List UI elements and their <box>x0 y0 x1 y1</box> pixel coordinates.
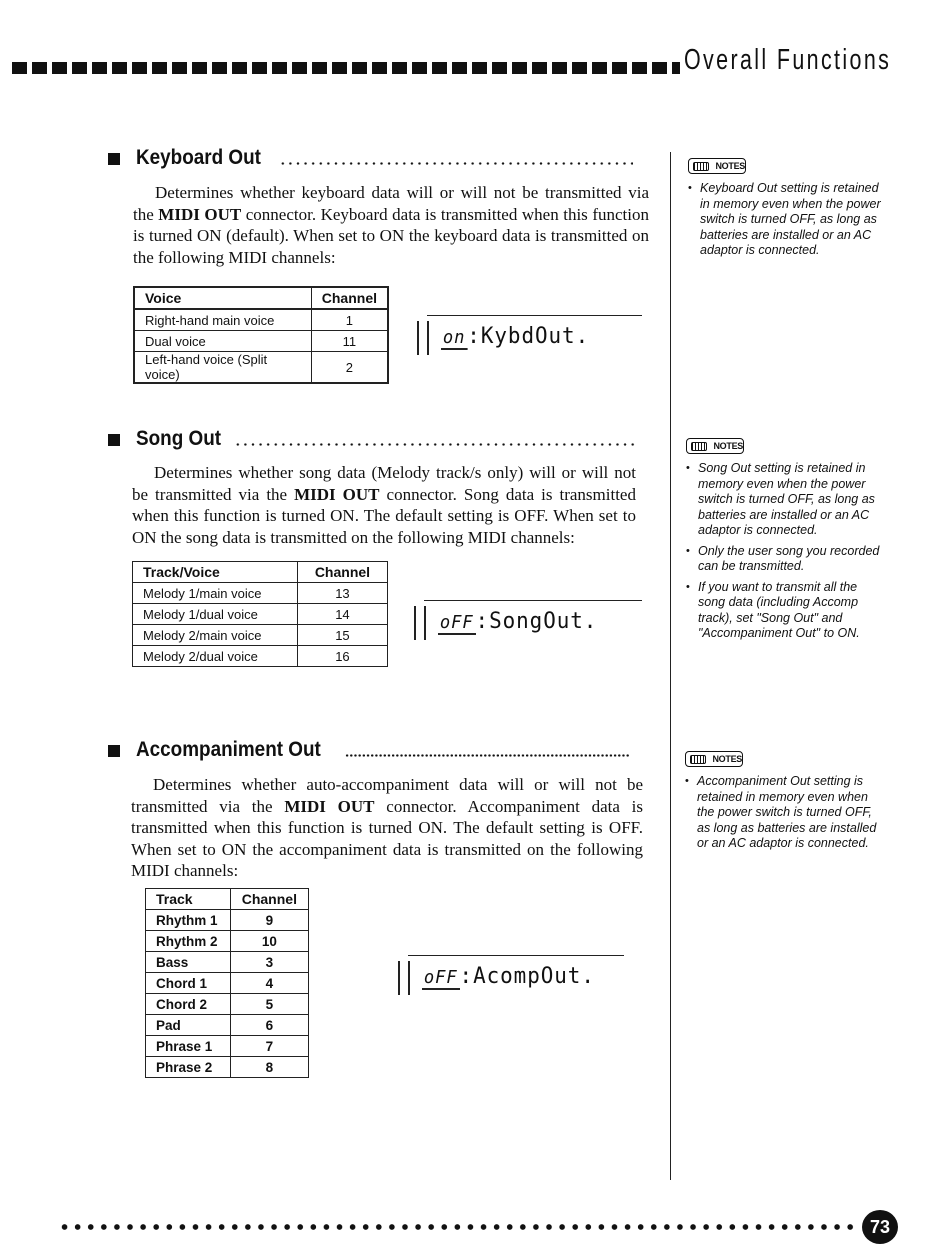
table-row <box>134 331 388 352</box>
accompaniment-out-description <box>131 774 643 882</box>
table-row <box>146 994 309 1015</box>
table-cell: Bass <box>146 952 231 973</box>
table-cell: 8 <box>230 1057 308 1078</box>
table-cell: 14 <box>297 604 387 625</box>
leader-dots <box>279 162 633 165</box>
column-header: Track <box>146 889 231 910</box>
table-cell: Melody 1/main voice <box>133 583 298 604</box>
table-cell: Rhythm 1 <box>146 910 231 931</box>
lcd-value: oFF <box>439 612 474 633</box>
bullet-square-icon <box>108 745 120 757</box>
song-out-title: Song Out <box>136 427 222 450</box>
midi-out-term: MIDI OUT <box>158 204 242 224</box>
notes-icon: NOTES <box>688 158 746 174</box>
body-text: connector. Keyboard data is transmitted when this function is turned ON (default). When set to ON the keyboard data is transmitted on the following MIDI channels: <box>133 204 649 267</box>
bullet-square-icon <box>108 434 120 446</box>
accompaniment-out-title: Accompaniment Out <box>136 738 321 761</box>
column-header: Channel <box>230 889 308 910</box>
table-cell: 13 <box>297 583 387 604</box>
keyboard-out-description <box>133 182 649 268</box>
column-header: Track/Voice <box>133 562 298 583</box>
table-cell: Phrase 2 <box>146 1057 231 1078</box>
song-out-description <box>132 462 636 548</box>
note-item: • If you want to transmit all the song data (including Accomp track), set "Song Out" and "Accompaniment Out" to ON. <box>686 580 886 642</box>
table-cell: 15 <box>297 625 387 646</box>
table-row <box>146 952 309 973</box>
body-text: Determines whether keyboard data will or will not be transmitted via the <box>133 183 649 224</box>
table-cell: Rhythm 2 <box>146 931 231 952</box>
table-header-row <box>146 889 309 910</box>
notes-list <box>685 774 885 852</box>
body-text: Determines whether auto-accompaniment data will or will not be transmitted via the <box>131 775 643 816</box>
accompaniment-out-notes <box>685 751 885 857</box>
table-cell: Right-hand main voice <box>134 309 311 331</box>
note-item: • Accompaniment Out setting is retained in memory even when the power switch is turned OFF, as long as batteries are installed or an AC adaptor is connected. <box>685 774 885 852</box>
accompaniment-out-heading <box>108 738 630 762</box>
table-row <box>146 1036 309 1057</box>
lcd-label: SongOut. <box>489 609 598 634</box>
page-title: Overall Functions <box>684 44 892 76</box>
table-cell: 9 <box>230 910 308 931</box>
table-cell: Melody 1/dual voice <box>133 604 298 625</box>
song-out-lcd-display: oFF:SongOut. <box>414 600 642 640</box>
note-item: • Only the user song you recorded can be transmitted. <box>686 544 886 575</box>
table-cell: 1 <box>311 309 388 331</box>
column-header: Voice <box>134 287 311 309</box>
notes-list <box>686 461 886 642</box>
table-row <box>146 973 309 994</box>
keyboard-out-notes <box>688 158 888 264</box>
table-cell: Pad <box>146 1015 231 1036</box>
column-header: Channel <box>311 287 388 309</box>
notes-icon: NOTES <box>686 438 744 454</box>
table-cell: 2 <box>311 352 388 384</box>
note-item: • Song Out setting is retained in memory even when the power switch is turned OFF, as long as batteries are installed or an AC adaptor is connected. <box>686 461 886 539</box>
notes-icon: NOTES <box>685 751 743 767</box>
table-cell: 7 <box>230 1036 308 1057</box>
body-text: Determines whether song data (Melody track/s only) will or will not be transmitted via the <box>132 463 636 504</box>
song-out-channel-table <box>132 561 388 667</box>
table-cell: Chord 2 <box>146 994 231 1015</box>
keyboard-out-heading <box>108 146 633 170</box>
table-row <box>146 1015 309 1036</box>
song-out-heading <box>108 427 638 451</box>
table-row <box>133 583 388 604</box>
table-row <box>134 352 388 384</box>
header-rule <box>12 62 680 74</box>
column-divider <box>670 152 671 1180</box>
table-cell: 5 <box>230 994 308 1015</box>
table-cell: Left-hand voice (Split voice) <box>134 352 311 384</box>
lcd-label: KybdOut. <box>480 324 590 349</box>
table-row <box>146 910 309 931</box>
table-cell: 4 <box>230 973 308 994</box>
table-row <box>133 625 388 646</box>
midi-out-term: MIDI OUT <box>294 484 380 504</box>
body-text: connector. Accompaniment data is transmitted when this function is turned ON. The default setting is OFF. When set to ON the accompaniment data is transmitted on the following MIDI channels: <box>131 796 643 880</box>
leader-dots <box>345 754 630 757</box>
accompaniment-out-lcd-display: oFF:AcompOut. <box>398 955 624 995</box>
lcd-label: AcompOut. <box>473 964 595 989</box>
lcd-value: on <box>442 327 466 348</box>
body-text: connector. Song data is transmitted when this function is turned ON. The default setting is OFF. When set to ON the song data is transmitted on the following MIDI channels: <box>132 484 636 547</box>
table-row <box>146 1057 309 1078</box>
table-cell: 10 <box>230 931 308 952</box>
page-number: 73 <box>862 1210 898 1244</box>
midi-out-term: MIDI OUT <box>284 796 375 816</box>
table-row <box>133 604 388 625</box>
column-header: Channel <box>297 562 387 583</box>
table-cell: Melody 2/dual voice <box>133 646 298 667</box>
table-cell: 11 <box>311 331 388 352</box>
table-cell: Phrase 1 <box>146 1036 231 1057</box>
table-cell: 6 <box>230 1015 308 1036</box>
notes-list <box>688 181 888 259</box>
lcd-value: oFF <box>423 967 458 988</box>
accompaniment-out-channel-table <box>145 888 309 1078</box>
bullet-square-icon <box>108 153 120 165</box>
keyboard-out-title: Keyboard Out <box>136 146 261 169</box>
table-cell: Chord 1 <box>146 973 231 994</box>
table-row <box>134 309 388 331</box>
table-cell: Melody 2/main voice <box>133 625 298 646</box>
note-item: • Keyboard Out setting is retained in memory even when the power switch is turned OFF, as long as batteries are installed or an AC adaptor is connected. <box>688 181 888 259</box>
table-cell: 3 <box>230 952 308 973</box>
keyboard-out-channel-table <box>133 286 389 384</box>
table-cell: Dual voice <box>134 331 311 352</box>
table-row <box>133 646 388 667</box>
table-row <box>146 931 309 952</box>
footer-rule <box>58 1222 858 1232</box>
table-header-row <box>133 562 388 583</box>
keyboard-out-lcd-display: on:KybdOut. <box>417 315 642 355</box>
leader-dots <box>234 443 638 446</box>
table-cell: 16 <box>297 646 387 667</box>
table-header-row <box>134 287 388 309</box>
song-out-notes <box>686 438 886 647</box>
